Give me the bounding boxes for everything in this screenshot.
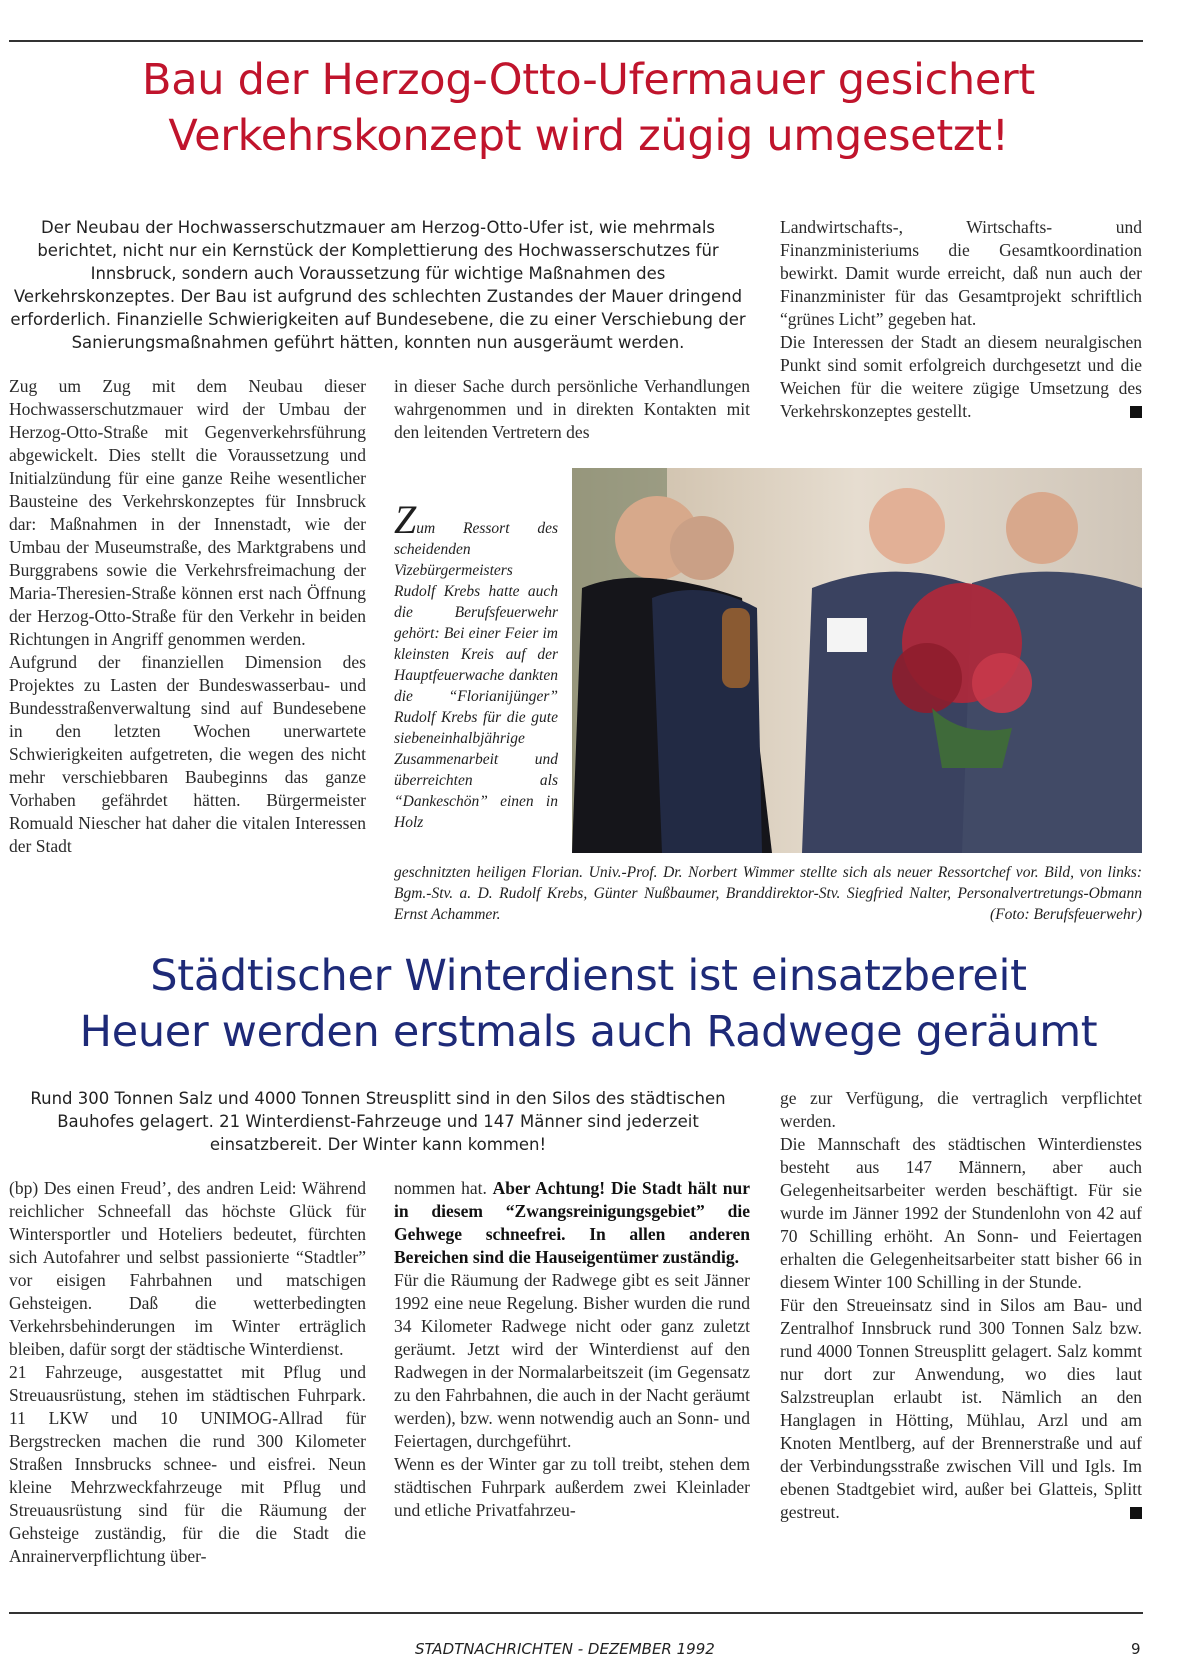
article2-title-line1: Städtischer Winterdienst ist einsatzbereit [150, 951, 1027, 1001]
article2-col2-paragraph [394, 1177, 750, 1269]
bottom-rule [9, 1612, 1143, 1614]
article2-title [0, 948, 1177, 1060]
article1-col1-paragraph: Aufgrund der finanziellen Dimension des Projektes zu Lasten der Bundeswasserbau- und Bundesstraßenverwaltung sind auf Bundesebene in den letzten Wochen unerwartete Schwierigkeiten aufgetreten, die wegen des nicht mehr verschiebbaren Baubeginns das ganze Vorhaben gefährdet hätten. Bürgermeister Romuald Niescher hat daher die vitalen Interessen der Stadt [9, 652, 366, 856]
article2-col3-paragraph: ge zur Verfügung, die vertraglich verpflichtet werden. [780, 1088, 1142, 1131]
article2-col2-paragraph: Wenn es der Winter gar zu toll treibt, stehen dem städtischen Fuhrpark außerdem zwei Kleinlader und etliche Privatfahrzeu- [394, 1454, 750, 1520]
photo-image [572, 468, 1142, 853]
article2-col1-paragraph: (bp) Des einen Freud’, des andren Leid: Während reichlicher Schneefall das höchste Glück für Wintersportler und Hoteliers bedeutet, fürchten sich Autofahrer und selbst passionierte “Stadtler” vor eisigen Fahrbahnen und matschigen Gehsteigen. Daß die wetterbedingten Verkehrsbehinderungen im Winter erträglich bleiben, dafür sorgt der städtische Winterdienst. [9, 1178, 366, 1359]
article2-column-2 [394, 1177, 750, 1522]
end-mark [1130, 406, 1142, 418]
page-number: 9 [1131, 1640, 1141, 1658]
caption-intro-text: um Ressort des scheidenden Vizebürgermeisters Rudolf Krebs hatte auch die Berufsfeuerwehr gehört: Bei einer Feier im kleinsten Kreis auf der Hauptfeuerwache dankten die “Florianijünger” Rudolf Krebs für die gute siebeneinhalbjährige Zusammenarbeit und überreichten als “Dankeschön” einen in Holz [394, 520, 558, 831]
article2-col2-bold-text: Aber Achtung! Die Stadt hält nur in diesem “Zwangsreinigungsgebiet” die Gehwege schneefrei. In allen anderen Bereichen sind die Hauseigentümer zuständig. [394, 1178, 750, 1267]
article1-title [0, 52, 1177, 164]
photo-caption-intro [394, 497, 558, 833]
end-mark [1130, 1507, 1142, 1519]
article1-title-line2: Verkehrskonzept wird zügig umgesetzt! [168, 111, 1009, 161]
article1-lead: Der Neubau der Hochwasserschutzmauer am Herzog-Otto-Ufer ist, wie mehrmals berichtet, nicht nur ein Kernstück der Komplettierung des Hochwasserschutzes für Innsbruck, sondern auch Voraussetzung für wichtige Maßnahmen des Verkehrskonzeptes. Der Bau ist aufgrund des schlechten Zustandes der Mauer dringend erforderlich. Finanzielle Schwierigkeiten auf Bundesebene, die zu einer Verschiebung der Sanierungsmaßnahmen geführt hätten, konnten nun ausgeräumt werden. [10, 218, 746, 352]
article1-col2-paragraph: in dieser Sache durch persönliche Verhandlungen wahrgenommen und in direkten Kontakten mit den leitenden Vertretern des [394, 376, 750, 442]
footer-publication: STADTNACHRICHTEN - DEZEMBER 1992 [415, 1640, 715, 1658]
caption-dropcap: Z [394, 497, 417, 542]
caption-text: geschnitzten heiligen Florian. Univ.-Prof. Dr. Norbert Wimmer stellte sich als neuer Ressortchef vor. Bild, von links: Bgm.-Stv. a. D. Rudolf Krebs, Günter Nußbaumer, Branddirektor-Stv. Siegfried Nalter, Personalvertretungs-Obmann Ernst Achammer. [394, 864, 1142, 923]
article1-column-1 [9, 375, 366, 858]
article1-col3-paragraph: Landwirtschafts-, Wirtschafts- und Finanzministeriums die Gesamtkoordination bewirkt. Damit wurde erreicht, daß nun auch der Finanzminister für das Gesamtprojekt schriftlich “grünes Licht” gegeben hat. [780, 217, 1142, 329]
article2-col2-text: nommen hat. [394, 1178, 487, 1198]
article1-column-2 [394, 375, 750, 444]
top-rule [9, 40, 1143, 42]
article2-col3-paragraph: Die Mannschaft des städtischen Winterdienstes besteht aus 147 Männern, aber auch Gelegenheitsarbeiter werden beschäftigt. Für sie wurde im Jänner 1992 der Stundenlohn von 42 auf 70 Schilling erhöht. An Sonn- und Feiertagen erhalten die Gelegenheitsarbeiter statt bisher 66 in diesem Winter 100 Schilling in der Stunde. [780, 1134, 1142, 1292]
article2-col2-paragraph: Für die Räumung der Radwege gibt es seit Jänner 1992 eine neue Regelung. Bisher wurden die rund 34 Kilometer Radwege nicht oder ganz zuletzt geräumt. Jetzt wird der Winterdienst auf den Radwegen in der Normalarbeitszeit (im Gegensatz zu den Fahrbahnen, die auch in der Nacht geräumt werden), bzw. wenn notwendig auch an Sonn- und Feiertagen, durchgeführt. [394, 1270, 750, 1451]
article1-col3-text: Die Interessen der Stadt an diesem neuralgischen Punkt sind somit erfolgreich durchgesetzt und die Weichen für die weitere zügige Umsetzung des Verkehrskonzeptes gestellt. [780, 332, 1142, 421]
article2-col1-paragraph: 21 Fahrzeuge, ausgestattet mit Pflug und Streuausrüstung, stehen im städtischen Fuhrpark. 11 LKW und 10 UNIMOG-Allrad für Bergstrecken machen die rund 300 Kilometer Straßen Innsbrucks schnee- und eisfrei. Neun kleine Mehrzweckfahrzeuge mit Pflug und Streuausrüstung sind für die Räumung der Gehsteige zuständig, für die die Stadt die Anrainerverpflichtung über- [9, 1362, 366, 1566]
article1-column-3 [780, 216, 1142, 423]
article2-col3-paragraph [780, 1294, 1142, 1524]
photo-credit: (Foto: Berufsfeuerwehr) [990, 906, 1142, 923]
article2-title-line2: Heuer werden erstmals auch Radwege geräumt [79, 1007, 1098, 1057]
article2-column-1 [9, 1177, 366, 1568]
article1-title-line1: Bau der Herzog-Otto-Ufermauer gesichert [142, 55, 1035, 105]
article2-col3-text: Für den Streueinsatz sind in Silos am Bau- und Zentralhof Innsbruck rund 300 Tonnen Salz bzw. rund 4000 Tonnen Streusplitt gelagert. Salz kommt nur dort zur Anwendung, wo dies laut Salzstreuplan erlaubt ist. Nämlich an den Hanglagen in Hötting, Mühlau, Arzl und am Knoten Mentlberg, auf der Brennerstraße und auf der Verbindungsstraße zwischen Vill und Igls. Im ebenen Stadtgebiet wird, außer bei Glatteis, Splitt gestreut. [780, 1295, 1142, 1522]
article1-col1-paragraph: Zug um Zug mit dem Neubau dieser Hochwasserschutzmauer wird der Umbau der Herzog-Otto-Straße mit Gegenverkehrsführung abgewickelt. Dies stellt die Voraussetzung und Initialzündung für eine ganze Reihe wesentlicher Bausteine des Verkehrskonzeptes für Innsbruck dar: Maßnahmen in der Innenstadt, wie der Umbau der Museumstraße, des Marktgrabens und Burggrabens sowie die Verkehrsfreimachung der Maria-Theresien-Straße können erst nach Öffnung der Herzog-Otto-Straße für den Verkehr in beiden Richtungen in Angriff genommen werden. [9, 376, 366, 649]
photo-firefighters [572, 468, 1142, 853]
article2-lead: Rund 300 Tonnen Salz und 4000 Tonnen Streusplitt sind in den Silos des städtischen Bauhofes gelagert. 21 Winterdienst-Fahrzeuge und 147 Männer sind jederzeit einsatzbereit. Der Winter kann kommen! [30, 1089, 726, 1154]
photo-caption [394, 862, 1142, 925]
article2-column-3 [780, 1087, 1142, 1524]
article1-col3-paragraph [780, 331, 1142, 423]
